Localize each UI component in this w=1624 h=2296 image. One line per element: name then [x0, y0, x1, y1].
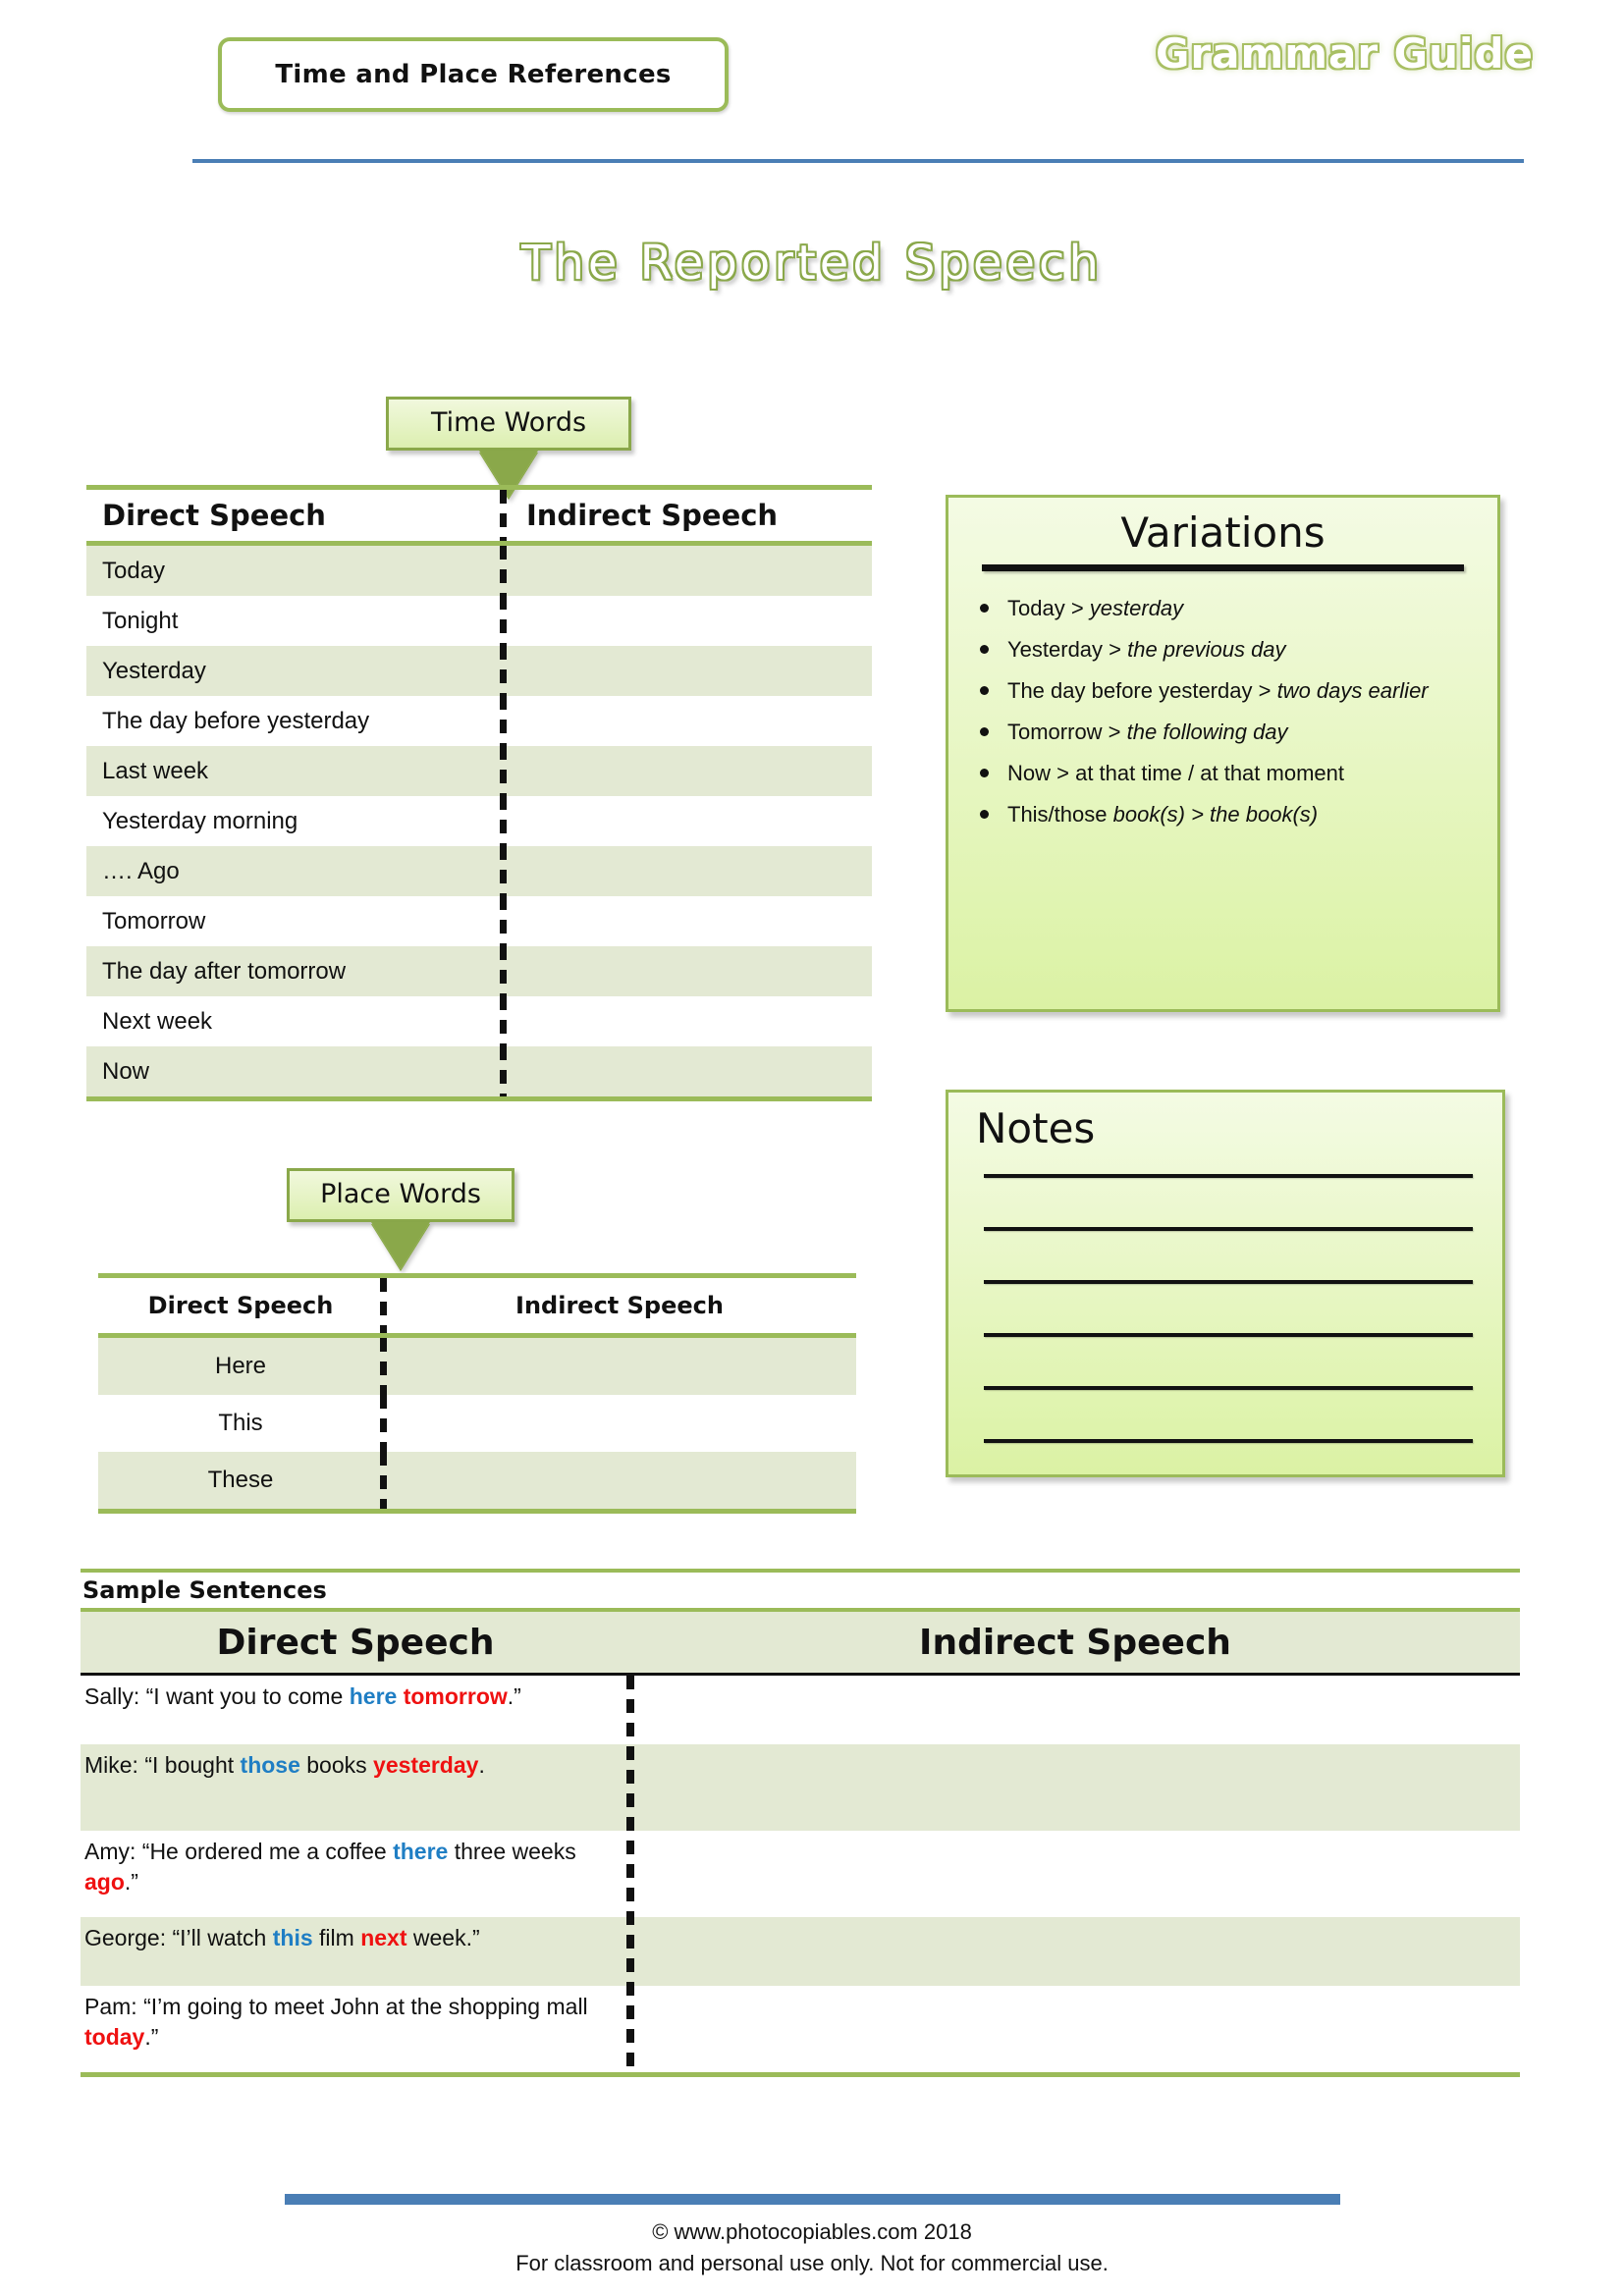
- footer-usage-note: For classroom and personal use only. Not for commercial use.: [515, 2250, 1109, 2275]
- sentence-text: .: [478, 1752, 485, 1778]
- sample-row[interactable]: [81, 1986, 1520, 2072]
- sample-row[interactable]: [81, 1744, 1520, 1831]
- column-divider-dashed: [500, 796, 507, 846]
- time-table-body: [86, 546, 872, 1096]
- variations-item: [1007, 758, 1472, 789]
- header-divider: [192, 159, 1524, 163]
- notes-line[interactable]: [984, 1280, 1473, 1284]
- sentence-text: George: “I’ll watch: [84, 1925, 273, 1950]
- place-word-highlight: here: [349, 1683, 398, 1709]
- table-row[interactable]: [98, 1395, 856, 1452]
- notes-line[interactable]: [984, 1386, 1473, 1390]
- column-divider-dashed: [500, 596, 507, 646]
- table-row[interactable]: [86, 896, 872, 946]
- sample-bottom-rule: [81, 2072, 1520, 2077]
- sentence-text: Pam: “I’m going to meet John at the shopping mall: [84, 1994, 588, 2019]
- notes-line[interactable]: [984, 1333, 1473, 1337]
- sentence-text: .”: [124, 1869, 138, 1896]
- footer-text: [0, 2216, 1624, 2279]
- sample-direct-speech-cell: [81, 1676, 630, 1720]
- sample-sentences-section: [81, 1569, 1520, 2077]
- variations-item-emphasis: two days earlier: [1276, 677, 1429, 703]
- footer-copyright: © www.photocopiables.com 2018: [652, 2219, 972, 2244]
- brand-title: Grammar Guide: [1155, 29, 1534, 78]
- time-words-table: [86, 485, 872, 1101]
- column-divider-dashed: [500, 846, 507, 896]
- place-word-highlight: this: [272, 1925, 313, 1950]
- direct-speech-cell: Last week: [102, 757, 209, 784]
- sentence-text: books: [299, 1752, 374, 1778]
- notes-writing-lines[interactable]: [970, 1174, 1481, 1443]
- direct-speech-cell: Next week: [102, 1007, 213, 1035]
- variations-item-text: Tomorrow >: [1007, 719, 1127, 744]
- notes-line[interactable]: [984, 1174, 1473, 1178]
- direct-speech-cell: This: [218, 1410, 263, 1436]
- sample-table-body: [81, 1673, 1520, 2072]
- callout-place-words: [287, 1168, 514, 1269]
- sample-row[interactable]: [81, 1676, 1520, 1744]
- direct-speech-cell: The day after tomorrow: [102, 957, 347, 985]
- variations-card: [946, 495, 1500, 1012]
- table-bottom-rule: [98, 1509, 856, 1514]
- table-row[interactable]: [98, 1452, 856, 1509]
- table-bottom-rule: [86, 1096, 872, 1101]
- place-table-col-direct: Direct Speech: [147, 1292, 334, 1319]
- variations-item: [1007, 717, 1472, 748]
- footer-bar: [285, 2194, 1340, 2205]
- time-word-highlight: today: [84, 2024, 145, 2051]
- sample-rows-container: [81, 1676, 1520, 2072]
- direct-speech-cell: The day before yesterday: [102, 707, 370, 734]
- variations-title: Variations: [1120, 508, 1326, 557]
- time-word-highlight: yesterday: [373, 1752, 479, 1778]
- sample-section-label: Sample Sentences: [82, 1576, 327, 1604]
- sentence-text: week.”: [406, 1925, 480, 1950]
- notes-title: Notes: [976, 1104, 1096, 1152]
- page-title: The Reported Speech: [521, 236, 1103, 291]
- table-row[interactable]: [86, 746, 872, 796]
- notes-line[interactable]: [984, 1439, 1473, 1443]
- column-divider-dashed: [380, 1395, 387, 1452]
- callout-time-words-label: Time Words: [430, 407, 587, 438]
- notes-line[interactable]: [984, 1227, 1473, 1231]
- callout-place-words-label: Place Words: [320, 1179, 481, 1209]
- variations-item-text: Yesterday >: [1007, 636, 1128, 662]
- variations-item-emphasis: the following day: [1126, 719, 1288, 744]
- time-table-col-direct: Direct Speech: [102, 499, 326, 532]
- table-row[interactable]: [86, 846, 872, 896]
- header-badge-label: Time and Place References: [275, 60, 672, 89]
- table-row[interactable]: [86, 1046, 872, 1096]
- variations-list: [968, 593, 1478, 829]
- callout-time-words: [386, 397, 631, 498]
- column-divider-dashed: [380, 1278, 387, 1333]
- sample-direct-speech-cell: [81, 1917, 630, 1961]
- variations-item-text: This/those: [1007, 801, 1113, 827]
- variations-item-text: The day before yesterday >: [1007, 677, 1277, 703]
- sample-direct-speech-cell: [81, 1831, 630, 1905]
- variations-item: [1007, 675, 1472, 707]
- column-divider-dashed: [500, 546, 507, 596]
- header-title-badge: [218, 37, 729, 112]
- callout-place-words-box: [287, 1168, 514, 1222]
- direct-speech-cell: Tonight: [102, 607, 179, 634]
- sample-col-direct: Direct Speech: [216, 1622, 495, 1663]
- direct-speech-cell: Now: [102, 1057, 150, 1085]
- variations-item-emphasis: yesterday: [1089, 596, 1184, 621]
- variations-item-text: Today >: [1007, 596, 1090, 621]
- sentence-text: .”: [507, 1683, 521, 1709]
- direct-speech-cell: Yesterday morning: [102, 807, 298, 834]
- notes-card: [946, 1090, 1505, 1477]
- direct-speech-cell: Yesterday: [102, 657, 206, 684]
- time-word-highlight: ago: [84, 1869, 125, 1896]
- column-divider-dashed: [500, 896, 507, 946]
- variations-item: [1007, 799, 1472, 830]
- table-row[interactable]: [86, 946, 872, 996]
- place-words-table: [98, 1273, 856, 1514]
- place-table-header-row: [98, 1278, 856, 1333]
- direct-speech-cell: …. Ago: [102, 857, 180, 884]
- table-row[interactable]: [86, 696, 872, 746]
- column-divider-dashed: [626, 1676, 634, 2072]
- sample-table-header-row: [81, 1608, 1520, 1673]
- place-table-body: [98, 1338, 856, 1509]
- time-table-col-indirect: Indirect Speech: [526, 499, 779, 532]
- column-divider-dashed: [500, 746, 507, 796]
- sentence-text: Mike: “I bought: [84, 1752, 241, 1778]
- column-divider-dashed: [500, 946, 507, 996]
- time-word-highlight: tomorrow: [403, 1683, 508, 1709]
- sentence-text: film: [312, 1925, 361, 1950]
- direct-speech-cell: Today: [102, 557, 166, 584]
- place-table-col-indirect: Indirect Speech: [515, 1292, 724, 1319]
- sample-direct-speech-cell: [81, 1744, 630, 1789]
- table-row[interactable]: [86, 596, 872, 646]
- place-word-highlight: there: [393, 1839, 449, 1864]
- sentence-text: Sally: “I want you to come: [84, 1683, 350, 1709]
- variations-item-emphasis: book(s) > the book(s): [1112, 801, 1319, 827]
- table-row[interactable]: [86, 996, 872, 1046]
- direct-speech-cell: Tomorrow: [102, 907, 206, 934]
- sample-col-indirect: Indirect Speech: [919, 1622, 1231, 1663]
- table-row[interactable]: [86, 646, 872, 696]
- place-word-highlight: those: [240, 1752, 300, 1778]
- sentence-text: Amy: “He ordered me a coffee: [84, 1839, 394, 1864]
- sentence-text: three weeks: [448, 1839, 576, 1864]
- column-divider-dashed: [500, 1046, 507, 1096]
- time-table-header-row: [86, 490, 872, 541]
- callout-down-arrow-icon: [371, 1222, 430, 1269]
- table-row[interactable]: [98, 1338, 856, 1395]
- column-divider-dashed: [380, 1338, 387, 1395]
- column-divider-dashed: [500, 696, 507, 746]
- table-row[interactable]: [86, 796, 872, 846]
- variations-item: [1007, 593, 1472, 624]
- column-divider-dashed: [380, 1452, 387, 1509]
- sample-row[interactable]: [81, 1917, 1520, 1986]
- callout-time-words-box: [386, 397, 631, 451]
- column-divider-dashed: [500, 646, 507, 696]
- variations-item: [1007, 634, 1472, 666]
- sample-row[interactable]: [81, 1831, 1520, 1917]
- variations-item-text: Now > at that time / at that moment: [1007, 760, 1344, 785]
- sample-direct-speech-cell: [81, 1986, 630, 2060]
- time-word-highlight: next: [360, 1925, 407, 1950]
- direct-speech-cell: These: [207, 1467, 274, 1493]
- table-row[interactable]: [86, 546, 872, 596]
- variations-item-emphasis: the previous day: [1127, 636, 1286, 662]
- column-divider-dashed: [500, 490, 507, 541]
- variations-title-underline: [982, 564, 1464, 571]
- column-divider-dashed: [500, 996, 507, 1046]
- sentence-text: .”: [144, 2024, 159, 2051]
- direct-speech-cell: Here: [214, 1353, 267, 1379]
